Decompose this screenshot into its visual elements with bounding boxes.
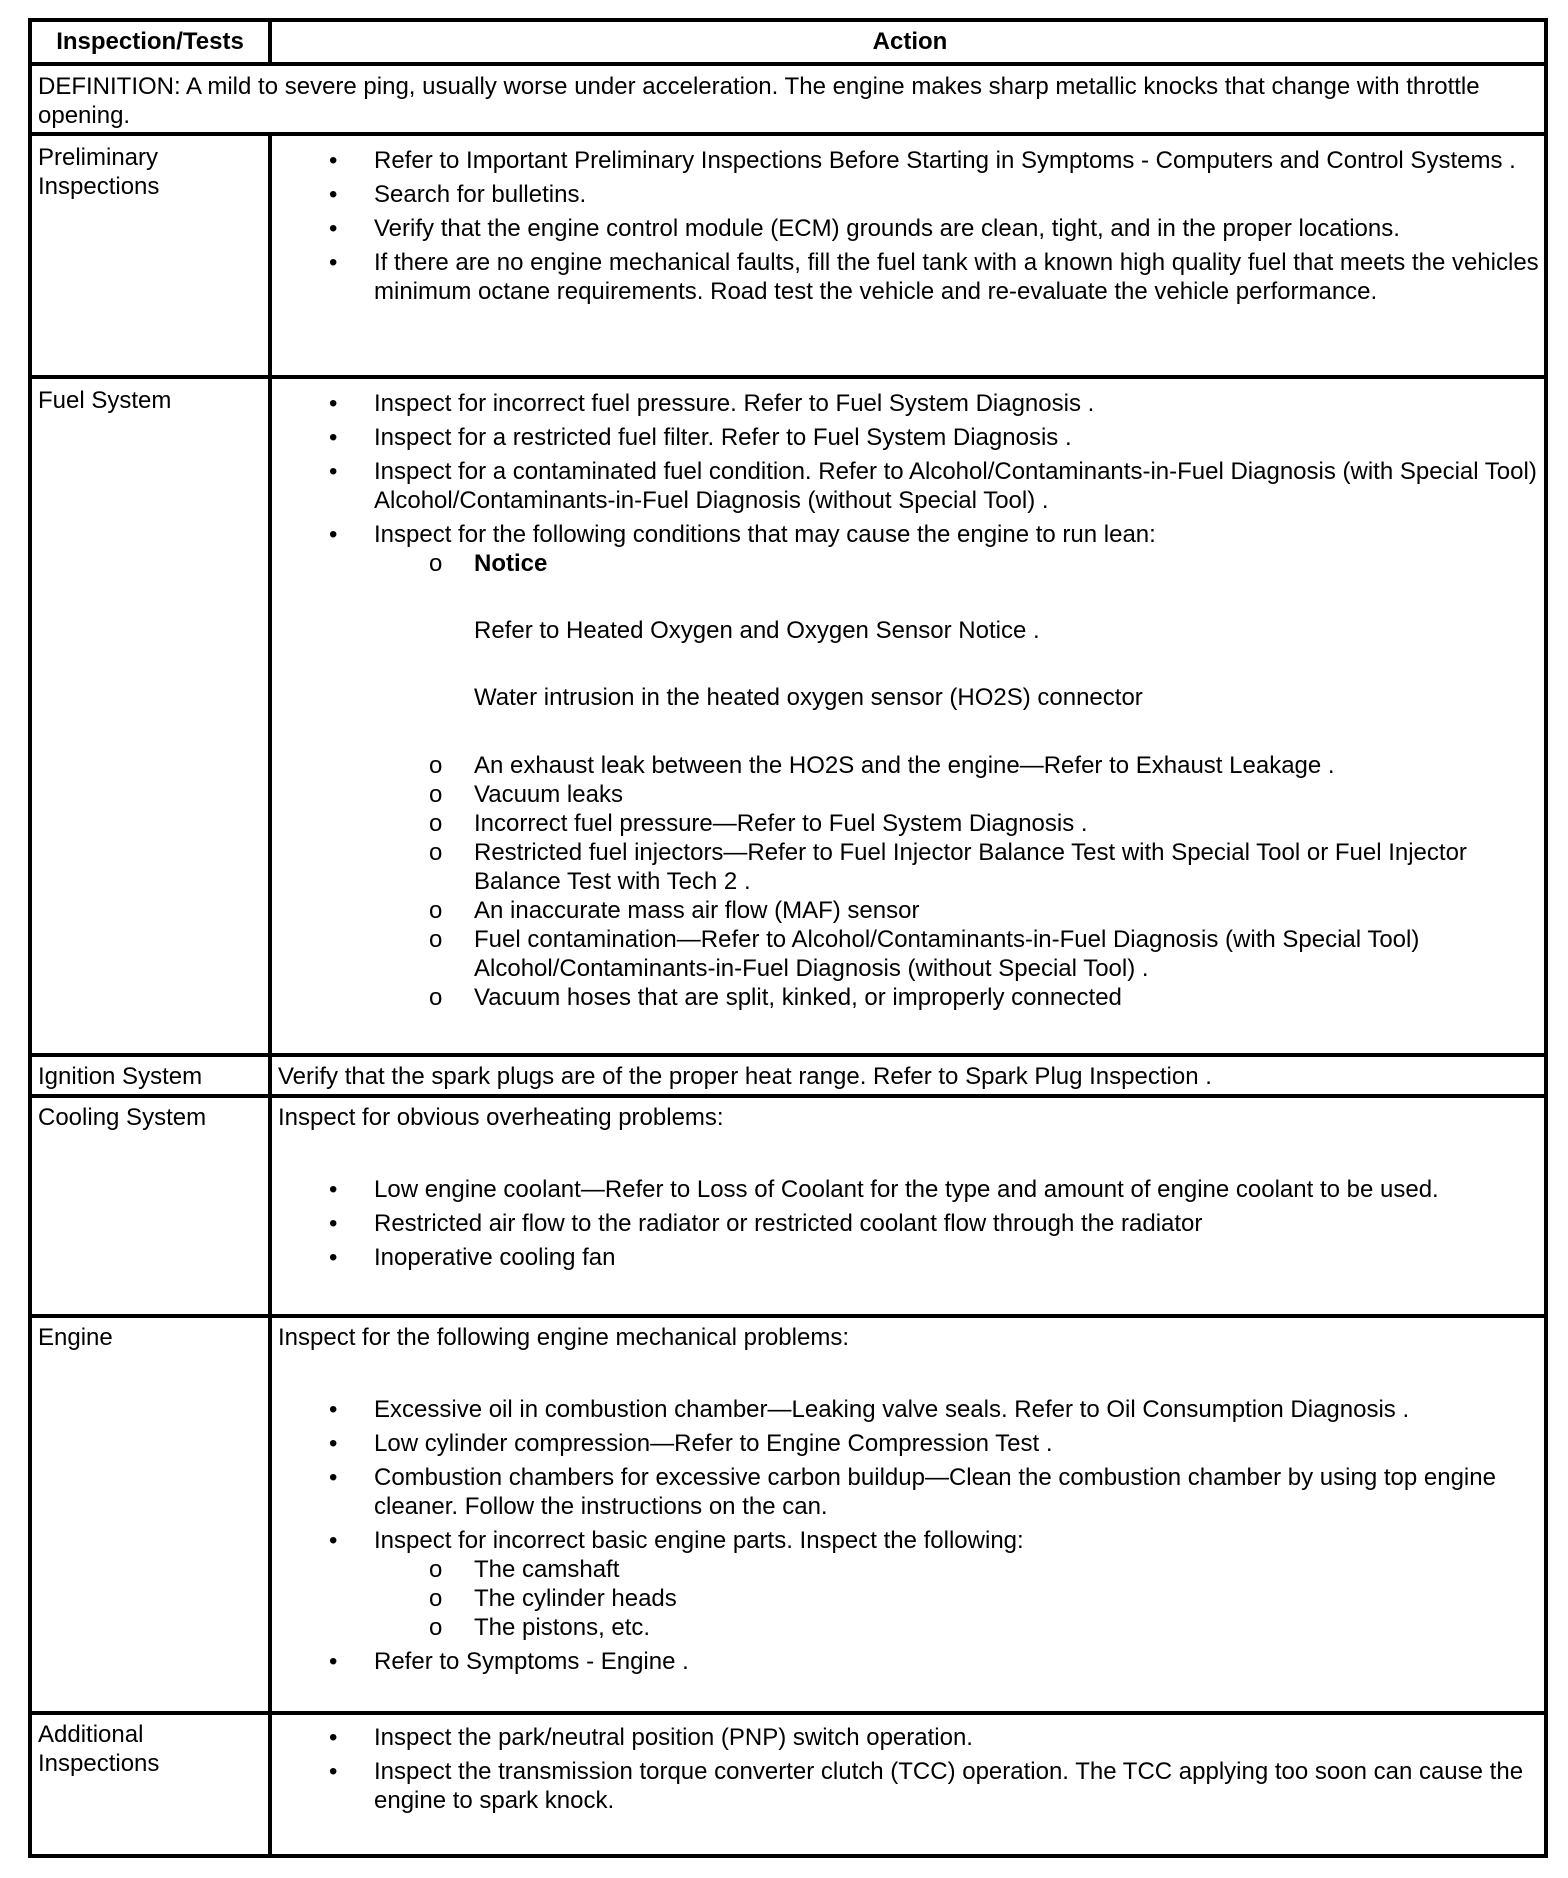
engine-parts-list xyxy=(32,1555,1548,1642)
engine-actions xyxy=(32,1323,1548,1681)
row-divider xyxy=(32,1314,1544,1318)
list-item: • Restricted air flow to the radiator or restricted coolant flow through the radiator xyxy=(32,1209,1548,1238)
list-item: o Restricted fuel injectors—Refer to Fuel Injector Balance Test with Special Tool or Fuel Injector Balance Test with Tech 2 . xyxy=(32,838,1548,896)
diagnostic-table xyxy=(28,18,1548,1858)
list-item: • Inspect the park/neutral position (PNP) switch operation. xyxy=(32,1723,1548,1752)
list-item: • Inspect for a restricted fuel filter. Refer to Fuel System Diagnosis . xyxy=(32,423,1548,452)
definition-text: DEFINITION: A mild to severe ping, usually worse under acceleration. The engine makes sharp metallic knocks that change with throttle opening. xyxy=(38,73,1480,129)
list-item: o Incorrect fuel pressure—Refer to Fuel System Diagnosis . xyxy=(32,809,1548,838)
row-label-engine: Engine xyxy=(38,1324,113,1351)
list-item: • Excessive oil in combustion chamber—Leaking valve seals. Refer to Oil Consumption Diagnosis . xyxy=(32,1395,1548,1424)
row-divider xyxy=(32,1053,1544,1057)
lean-conditions-list xyxy=(32,751,1548,1012)
preliminary-list xyxy=(32,146,1548,306)
list-item: o An exhaust leak between the HO2S and the engine—Refer to Exhaust Leakage . xyxy=(32,751,1548,780)
row-label-ignition-system: Ignition System xyxy=(38,1063,203,1090)
list-item: • Inspect the transmission torque converter clutch (TCC) operation. The TCC applying too soon can cause the engine to spark knock. xyxy=(32,1757,1548,1815)
preliminary-actions xyxy=(32,146,1548,311)
row-divider xyxy=(32,1711,1544,1715)
list-item: • If there are no engine mechanical faults, fill the fuel tank with a known high quality fuel that meets the vehicles minimum octane requirements. Road test the vehicle and re-evaluate the vehicle performance. xyxy=(32,248,1548,306)
list-item: • Low cylinder compression—Refer to Engine Compression Test . xyxy=(32,1429,1548,1458)
list-item: • Inoperative cooling fan xyxy=(32,1243,1548,1272)
row-label-preliminary: Preliminary Inspections xyxy=(38,144,160,200)
list-item: • Inspect for the following conditions that may cause the engine to run lean: xyxy=(32,520,1548,549)
row-divider xyxy=(32,1094,1544,1098)
list-item: • Refer to Important Preliminary Inspections Before Starting in Symptoms - Computers and Control Systems . xyxy=(32,146,1548,175)
list-item: • Inspect for incorrect fuel pressure. Refer to Fuel System Diagnosis . xyxy=(32,389,1548,418)
notice-item xyxy=(32,549,1548,712)
row-label-additional-inspections: Additional Inspections xyxy=(38,1721,160,1777)
list-item: • Refer to Symptoms - Engine . xyxy=(32,1647,1548,1676)
fuel-sublist xyxy=(32,549,1548,712)
list-item: o The camshaft xyxy=(32,1555,1548,1584)
row-divider xyxy=(32,375,1544,379)
list-item: o The cylinder heads xyxy=(32,1584,1548,1613)
additional-actions xyxy=(32,1723,1548,1820)
engine-list-continued xyxy=(32,1647,1548,1676)
row-label-fuel-system: Fuel System xyxy=(38,387,172,414)
header-inspection-tests: Inspection/Tests xyxy=(56,28,244,55)
notice-text: Refer to Heated Oxygen and Oxygen Sensor Notice . xyxy=(474,617,1040,644)
header-action: Action xyxy=(872,28,948,55)
list-item: o Vacuum hoses that are split, kinked, or improperly connected xyxy=(32,983,1548,1012)
list-item: • Combustion chambers for excessive carbon buildup—Clean the combustion chamber by using top engine cleaner. Follow the instructions on the can. xyxy=(32,1463,1548,1521)
list-item: o The pistons, etc. xyxy=(32,1613,1548,1642)
row-label-cooling-system: Cooling System xyxy=(38,1104,207,1131)
notice-title: o Notice xyxy=(474,550,548,577)
cooling-intro: Inspect for obvious overheating problems: xyxy=(278,1104,724,1131)
ignition-action-text: Verify that the spark plugs are of the proper heat range. Refer to Spark Plug Inspection . xyxy=(278,1063,1212,1090)
row-divider xyxy=(32,62,1544,66)
fuel-system-actions xyxy=(32,389,1548,1012)
list-item: o Vacuum leaks xyxy=(32,780,1548,809)
cooling-system-actions xyxy=(32,1103,1548,1277)
list-item: o An inaccurate mass air flow (MAF) sensor xyxy=(32,896,1548,925)
additional-list xyxy=(32,1723,1548,1815)
row-divider xyxy=(32,132,1544,136)
notice-text: Water intrusion in the heated oxygen sensor (HO2S) connector xyxy=(474,684,1143,711)
list-item: • Inspect for incorrect basic engine parts. Inspect the following: xyxy=(32,1526,1548,1555)
list-item: • Search for bulletins. xyxy=(32,180,1548,209)
list-item: • Inspect for a contaminated fuel condition. Refer to Alcohol/Contaminants-in-Fuel Diagnosis (with Special Tool) Alcohol/Contaminants-in-Fuel Diagnosis (without Special Tool) . xyxy=(32,457,1548,515)
fuel-system-list xyxy=(32,389,1548,549)
cooling-list xyxy=(32,1175,1548,1272)
engine-intro: Inspect for the following engine mechanical problems: xyxy=(278,1324,849,1351)
engine-list xyxy=(32,1395,1548,1555)
list-item: • Low engine coolant—Refer to Loss of Coolant for the type and amount of engine coolant to be used. xyxy=(32,1175,1548,1204)
list-item: o Fuel contamination—Refer to Alcohol/Contaminants-in-Fuel Diagnosis (with Special Tool) Alcohol/Contaminants-in-Fuel Diagnosis (without Special Tool) . xyxy=(32,925,1548,983)
list-item: • Verify that the engine control module (ECM) grounds are clean, tight, and in the proper locations. xyxy=(32,214,1548,243)
